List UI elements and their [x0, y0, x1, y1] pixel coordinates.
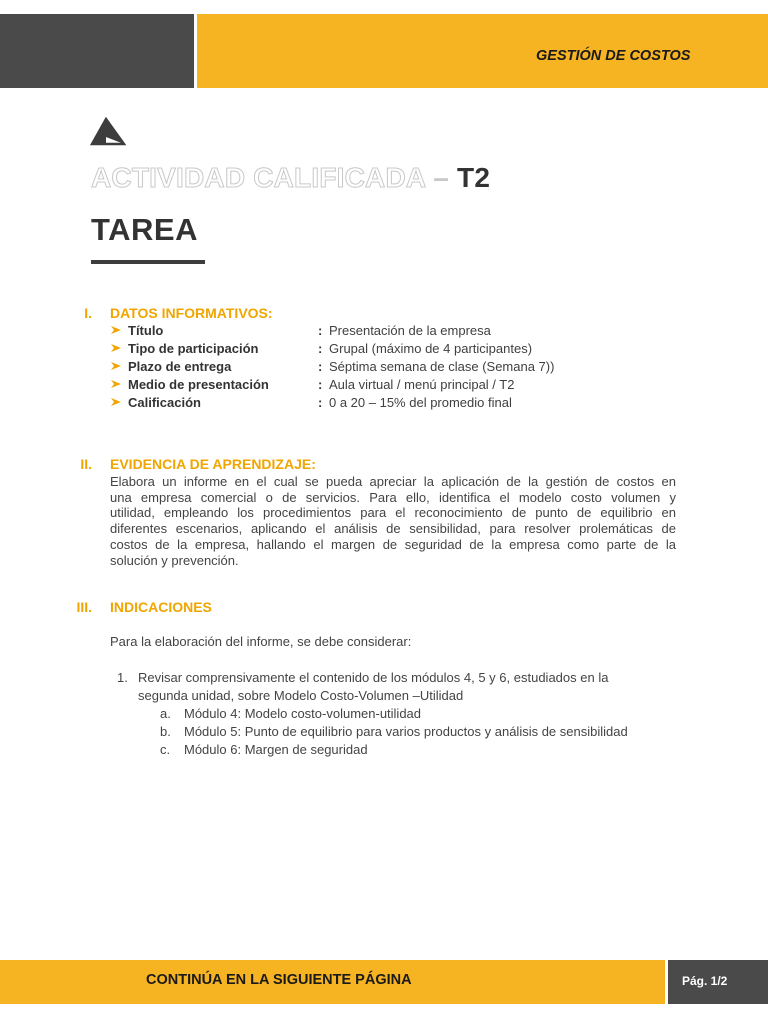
- info-value: Séptima semana de clase (Semana 7)): [329, 359, 555, 374]
- header-dark-block: [0, 14, 194, 88]
- section-1-number: I.: [84, 305, 92, 321]
- subitem-letter: b.: [160, 724, 171, 739]
- paragraph-line: utilidad, empleando los procedimientos para el reconocimiento de punto de equilibrio en: [110, 505, 676, 521]
- section-2-title: EVIDENCIA DE APRENDIZAJE:: [110, 456, 316, 472]
- info-value: Presentación de la empresa: [329, 323, 491, 338]
- info-label: Calificación: [128, 395, 201, 410]
- list-item-number: 1.: [117, 670, 128, 685]
- info-colon: :: [318, 323, 323, 338]
- section-2-number: II.: [80, 456, 92, 472]
- info-label: Título: [128, 323, 164, 338]
- learning-evidence-paragraph: [110, 474, 676, 568]
- paragraph-line: solución y prevención.: [110, 552, 239, 568]
- subitem-text: Módulo 5: Punto de equilibrio para varios productos y análisis de sensibilidad: [184, 724, 628, 739]
- info-value: Aula virtual / menú principal / T2: [329, 377, 515, 392]
- info-colon: :: [318, 395, 323, 410]
- activity-heading-outline: ACTIVIDAD CALIFICADA: [91, 162, 426, 193]
- arrow-bullet-icon: [110, 324, 122, 336]
- continue-notice: CONTINÚA EN LA SIGUIENTE PÁGINA: [146, 972, 412, 988]
- info-label: Medio de presentación: [128, 377, 269, 392]
- arrow-bullet-icon: [110, 396, 122, 408]
- info-value: Grupal (máximo de 4 participantes): [329, 341, 533, 356]
- subitem-letter: c.: [160, 742, 171, 757]
- info-colon: :: [318, 377, 323, 392]
- list-item-text-continued: segunda unidad, sobre Modelo Costo-Volumen –Utilidad: [138, 688, 464, 703]
- info-colon: :: [318, 359, 323, 374]
- title-underline: [91, 260, 205, 264]
- info-label: Plazo de entrega: [128, 359, 232, 374]
- paragraph-line: costos de la empresa, hallando el margen de seguridad de la empresa como parte de la: [110, 536, 676, 552]
- info-value: 0 a 20 – 15% del promedio final: [329, 395, 512, 410]
- activity-heading-dash: –: [425, 162, 458, 193]
- arrow-bullet-icon: [110, 378, 122, 390]
- paragraph-line: una empresa comercial o de servicios. Para ello, identifica el modelo costo volumen y: [110, 489, 676, 505]
- page-title: TAREA: [91, 212, 198, 247]
- info-label: Tipo de participación: [128, 341, 259, 356]
- info-colon: :: [318, 341, 323, 356]
- section-1-title: DATOS INFORMATIVOS:: [110, 305, 273, 321]
- subitem-letter: a.: [160, 706, 171, 721]
- course-title: GESTIÓN DE COSTOS: [536, 48, 691, 64]
- page-number: Pág. 1/2: [682, 974, 728, 988]
- paragraph-line: Elabora un informe en el cual se pueda apreciar la aplicación de la gestión de costos en: [110, 474, 676, 489]
- activity-code: T2: [457, 162, 491, 193]
- paragraph-line: diferentes escenarios, aplicando el análisis de sensibilidad, para resolver prolemáticas de: [110, 521, 676, 537]
- subitem-text: Módulo 6: Margen de seguridad: [184, 742, 368, 757]
- list-item-text: Revisar comprensivamente el contenido de los módulos 4, 5 y 6, estudiados en la: [138, 670, 609, 685]
- section-3-title: INDICACIONES: [110, 599, 212, 615]
- indications-intro: Para la elaboración del informe, se debe considerar:: [110, 634, 412, 649]
- arrow-bullet-icon: [110, 360, 122, 372]
- arrow-bullet-icon: [110, 342, 122, 354]
- section-3-number: III.: [76, 599, 92, 615]
- subitem-text: Módulo 4: Modelo costo-volumen-utilidad: [184, 706, 422, 721]
- activity-heading: [91, 162, 490, 194]
- logo-icon: [90, 117, 126, 147]
